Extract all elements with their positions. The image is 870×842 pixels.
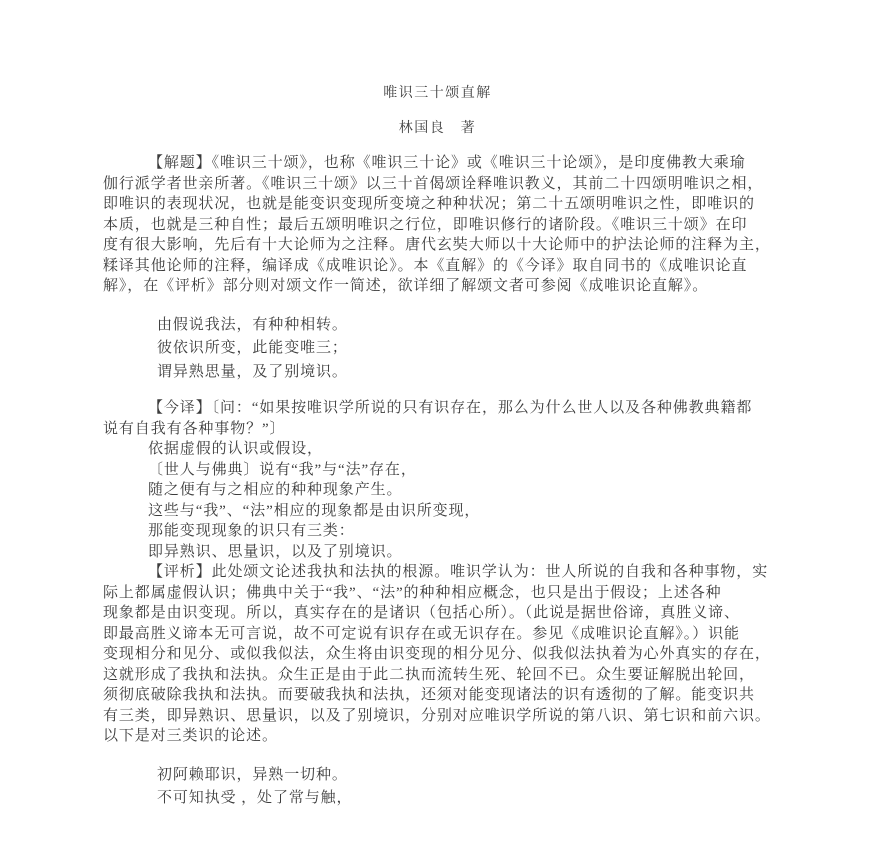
verse-1 — [157, 314, 772, 385]
text-line: 随之便有与之相应的种种现象产生。 — [148, 482, 403, 498]
text-line: 本质，也就是三种自性；最后五颂明唯识之行位，即唯识修行的诸阶段。《唯识三十颂》在印 — [103, 216, 748, 233]
text-line: 【评析】此处颂文论述我执和法执的根源。唯识学认为：世人所说的自我和各种事物，实 — [148, 564, 769, 580]
text-line: 谓异熟思量，及了别境识。 — [157, 363, 348, 380]
text-line: 说有自我有各种事物？”〕 — [103, 420, 286, 437]
text-line: 变现相分和见分、或似我似法，众生将由识变现的相分见分、似我似法执着为心外真实的存在， — [103, 646, 771, 662]
text-line: 际上都属虚假认识；佛典中关于“我”、“法”的种种相应概念，也只是出于假设；上述各种 — [103, 584, 722, 601]
text-line: 即唯识的表现状况，也就是能变识变现所变境之种种状况；第二十五颂明唯识之性，即唯识的 — [103, 196, 755, 212]
text-line: 须彻底破除我执和法执。而要破我执和法执，还须对能变现诸法的识有透彻的了解。能变识共 — [103, 687, 755, 703]
text-line: 度有很大影响，先后有十大论师为之注释。唐代玄奘大师以十大论师中的护法论师的注释为主， — [103, 237, 771, 253]
jieti-paragraph — [103, 153, 772, 297]
text-line: 那能变现现象的识只有三类： — [148, 523, 355, 539]
text-line: 即最高胜义谛本无可言说，故不可定说有识存在或无识存在。参见《成唯识论直解》。）识能 — [103, 625, 740, 642]
text-line: 这就形成了我执和法执。众生正是由于此二执而流转生死、轮回不已。众生要证解脱出轮回， — [103, 666, 755, 683]
text-line: 初阿赖耶识，异熟一切种。 — [157, 766, 348, 783]
pingxi-paragraph — [103, 562, 772, 747]
text-line: 【解题】《唯识三十颂》，也称《唯识三十论》或《唯识三十论颂》，是印度佛教大乘瑜 — [148, 155, 746, 171]
text-line: 这些与“我”、“法”相应的现象都是由识所变现， — [148, 502, 481, 519]
verse-2 — [157, 764, 772, 811]
text-line: 伽行派学者世亲所著。《唯识三十颂》以三十首偈颂诠释唯识教义，其前二十四颂明唯识之相， — [103, 175, 764, 192]
jinyi-paragraph — [103, 398, 772, 439]
content-blocks — [103, 153, 772, 811]
text-line: 由假说我法，有种种相转。 — [157, 316, 348, 333]
text-line: 有三类，即异熟识、思量识，以及了别境识，分别对应唯识学所说的第八识、第七识和前六识。 — [103, 707, 771, 724]
author-line: 林国良 著 — [398, 120, 477, 136]
text-line: 【今译】〔问：“如果按唯识学所说的只有识存在，那么为什么世人以及各种佛教典籍都 — [148, 400, 753, 416]
text-line: 糅译其他论师的注释，编译成《成唯识论》。本《直解》的《今译》取自同书的《成唯识论直 — [103, 257, 748, 274]
text-line: 解》，在《评析》部分则对颂文作一简述，欲详细了解颂文者可参阅《成唯识论直解》。 — [103, 278, 709, 294]
text-line: 依据虚假的认识或假设， — [148, 441, 323, 457]
text-line: 彼依识所变，此能变唯三； — [157, 340, 348, 356]
page-title: 唯识三十颂直解 — [383, 86, 492, 101]
jinyi-translation — [103, 439, 772, 562]
text-line: 即异熟识、思量识，以及了别境识。 — [148, 543, 403, 560]
text-line: 现象都是由识变现。所以，真实存在的是诸识（包括心所）。（此说是据世俗谛，真胜义谛、 — [103, 605, 740, 621]
text-line: 以下是对三类识的论述。 — [103, 728, 278, 744]
text-line: 不可知执受 ，处了常与触， — [157, 790, 353, 806]
text-line: 〔世人与佛典〕说有“我”与“法”存在， — [148, 461, 417, 478]
